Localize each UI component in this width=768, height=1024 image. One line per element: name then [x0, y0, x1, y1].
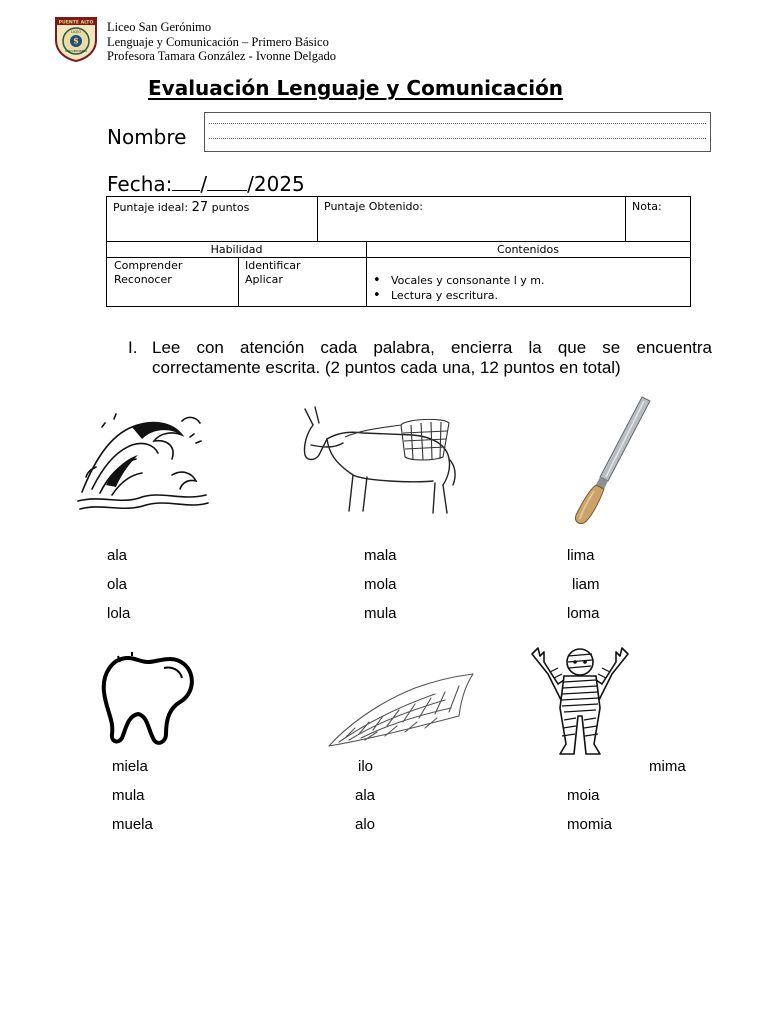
date-line: [107, 172, 305, 196]
option-word[interactable]: alo: [355, 816, 376, 833]
ideal-score-value: 27: [191, 200, 209, 215]
mummy-image: [528, 644, 633, 759]
option-word[interactable]: mima: [649, 758, 686, 775]
content-item: • Lectura y escritura.: [373, 288, 545, 303]
skill-item: Identificar: [245, 259, 301, 272]
wing-image: [325, 668, 477, 748]
teachers-line: Profesora Tamara González - Ivonne Delgado: [107, 49, 337, 63]
month-blank[interactable]: [207, 173, 247, 191]
grade-label: Nota:: [632, 200, 662, 213]
skills-table: [106, 241, 691, 307]
ideal-score-label: Puntaje ideal:: [113, 201, 189, 214]
name-label: Nombre: [107, 125, 187, 149]
school-logo: [52, 14, 100, 62]
header-block: [107, 20, 336, 64]
option-word[interactable]: moia: [567, 787, 600, 804]
skills-column-2: [245, 259, 301, 287]
obtained-score-label: Puntaje Obtenido:: [324, 200, 423, 213]
skill-item: Comprender: [114, 259, 183, 272]
option-word[interactable]: momia: [567, 816, 613, 833]
file-tool-image: [560, 393, 660, 528]
tooth-image: [98, 652, 198, 747]
option-word[interactable]: ilo: [358, 758, 374, 775]
date-year: /2025: [247, 172, 305, 196]
date-separator: /: [200, 172, 208, 196]
option-word[interactable]: muela: [112, 816, 153, 833]
date-label: Fecha:: [107, 172, 173, 196]
option-word[interactable]: lola: [107, 605, 131, 622]
option-word[interactable]: ala: [107, 547, 128, 564]
instruction-block: [128, 338, 712, 378]
logo-inner-text-1: LICEO: [70, 30, 82, 34]
logo-inner-text-2: SAN GERÓNIMO: [64, 49, 88, 53]
option-word[interactable]: miela: [112, 758, 148, 775]
day-blank[interactable]: [172, 173, 200, 191]
instruction-text: Lee con atención cada palabra, encierra la que se encuentra correctamente escrita. (2 puntos cada una, 12 puntos en total): [152, 338, 712, 377]
grade-cell: [626, 197, 692, 241]
subject-line: Lenguaje y Comunicación – Primero Básico: [107, 34, 329, 49]
skills-column-1: [114, 259, 182, 287]
option-word[interactable]: liam: [572, 576, 600, 593]
school-name: Liceo San Gerónimo: [107, 20, 212, 34]
logo-top-text: PUENTE ALTO: [58, 20, 94, 26]
donkey-image: [293, 403, 463, 521]
option-word[interactable]: mola: [364, 576, 397, 593]
obtained-score-cell: [318, 197, 626, 241]
skill-item: Reconocer: [114, 273, 172, 286]
option-word[interactable]: loma: [567, 605, 600, 622]
instruction-number: I.: [128, 338, 138, 357]
wave-image: [72, 397, 212, 517]
option-word[interactable]: ola: [107, 576, 128, 593]
option-word[interactable]: mula: [364, 605, 397, 622]
ideal-score-cell: [107, 197, 318, 241]
svg-text:$: $: [73, 35, 79, 46]
option-word[interactable]: mala: [364, 547, 397, 564]
ideal-score-unit: puntos: [211, 201, 250, 214]
score-table: [106, 196, 691, 242]
skill-item: Aplicar: [245, 273, 283, 286]
skill-header: Habilidad: [210, 243, 263, 256]
name-field[interactable]: [204, 112, 711, 152]
option-word[interactable]: mula: [112, 787, 145, 804]
page-title: Evaluación Lenguaje y Comunicación: [148, 76, 564, 100]
option-word[interactable]: lima: [567, 547, 595, 564]
contents-column: [373, 273, 545, 303]
option-word[interactable]: ala: [355, 787, 376, 804]
content-item: • Vocales y consonante l y m.: [373, 273, 545, 288]
content-header: Contenidos: [497, 243, 559, 256]
